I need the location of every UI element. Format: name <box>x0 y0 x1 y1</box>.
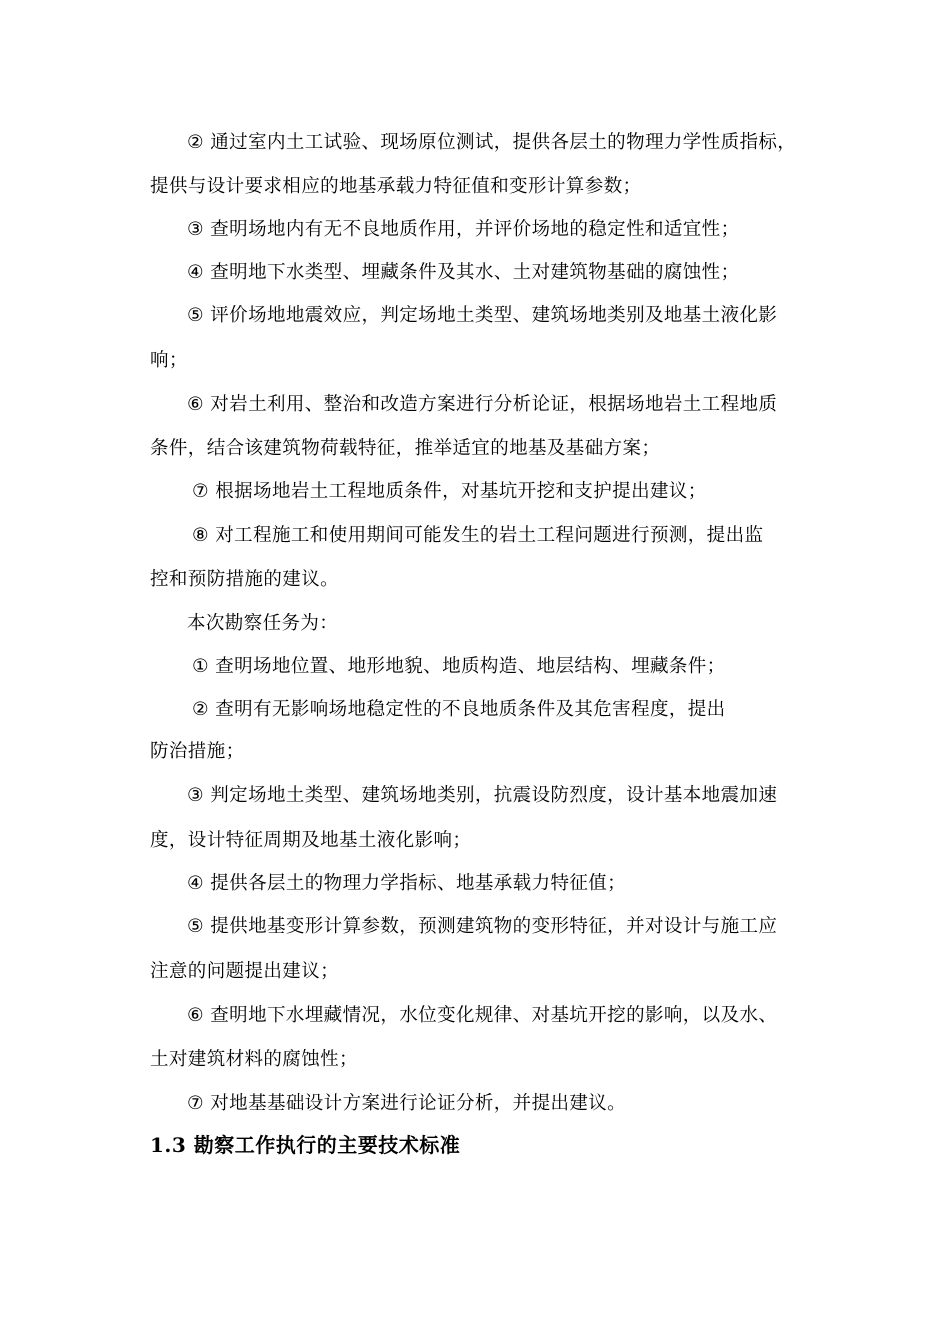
paragraph-line: ① 查明场地位置、地形地貌、地质构造、地层结构、埋藏条件； <box>192 656 726 677</box>
paragraph-line: ⑥ 对岩土利用、整治和改造方案进行分析论证，根据场地岩土工程地质 <box>187 394 778 415</box>
paragraph-line: ③ 查明场地内有无不良地质作用，并评价场地的稳定性和适宜性； <box>187 219 740 240</box>
paragraph-line: 注意的问题提出建议； <box>150 961 340 982</box>
paragraph-line: ⑤ 提供地基变形计算参数，预测建筑物的变形特征，并对设计与施工应 <box>187 916 778 937</box>
paragraph-line: 提供与设计要求相应的地基承载力特征值和变形计算参数； <box>150 176 642 197</box>
paragraph-line: ④ 提供各层土的物理力学指标、地基承载力特征值； <box>187 873 627 894</box>
paragraph-line: ⑦ 对地基基础设计方案进行论证分析，并提出建议。 <box>187 1093 627 1114</box>
paragraph-line: ⑧ 对工程施工和使用期间可能发生的岩土工程问题进行预测，提出监 <box>192 525 764 546</box>
paragraph-line: ⑦ 根据场地岩土工程地质条件，对基坑开挖和支护提出建议； <box>192 481 707 502</box>
paragraph-line: ③ 判定场地土类型、建筑场地类别，抗震设防烈度，设计基本地震加速 <box>187 785 778 806</box>
section-heading: 1.3 勘察工作执行的主要技术标准 <box>150 1133 461 1157</box>
paragraph-line: 防治措施； <box>150 741 245 762</box>
paragraph-line: ⑥ 查明地下水埋藏情况，水位变化规律、对基坑开挖的影响，以及水、 <box>187 1005 778 1026</box>
paragraph-line: 土对建筑材料的腐蚀性； <box>150 1049 358 1070</box>
paragraph-line: 控和预防措施的建议。 <box>150 569 340 590</box>
paragraph-line: 本次勘察任务为： <box>187 613 339 634</box>
paragraph-line: 响； <box>150 350 188 371</box>
paragraph-line: 度，设计特征周期及地基土液化影响； <box>150 830 472 851</box>
paragraph-line: 条件，结合该建筑物荷载特征，推举适宜的地基及基础方案； <box>150 438 661 459</box>
paragraph-line: ⑤ 评价场地地震效应，判定场地土类型、建筑场地类别及地基土液化影 <box>187 305 778 326</box>
paragraph-line: ② 通过室内土工试验、现场原位测试，提供各层土的物理力学性质指标， <box>187 132 797 153</box>
paragraph-line: ④ 查明地下水类型、埋藏条件及其水、土对建筑物基础的腐蚀性； <box>187 262 740 283</box>
paragraph-line: ② 查明有无影响场地稳定性的不良地质条件及其危害程度，提出 <box>192 699 726 720</box>
